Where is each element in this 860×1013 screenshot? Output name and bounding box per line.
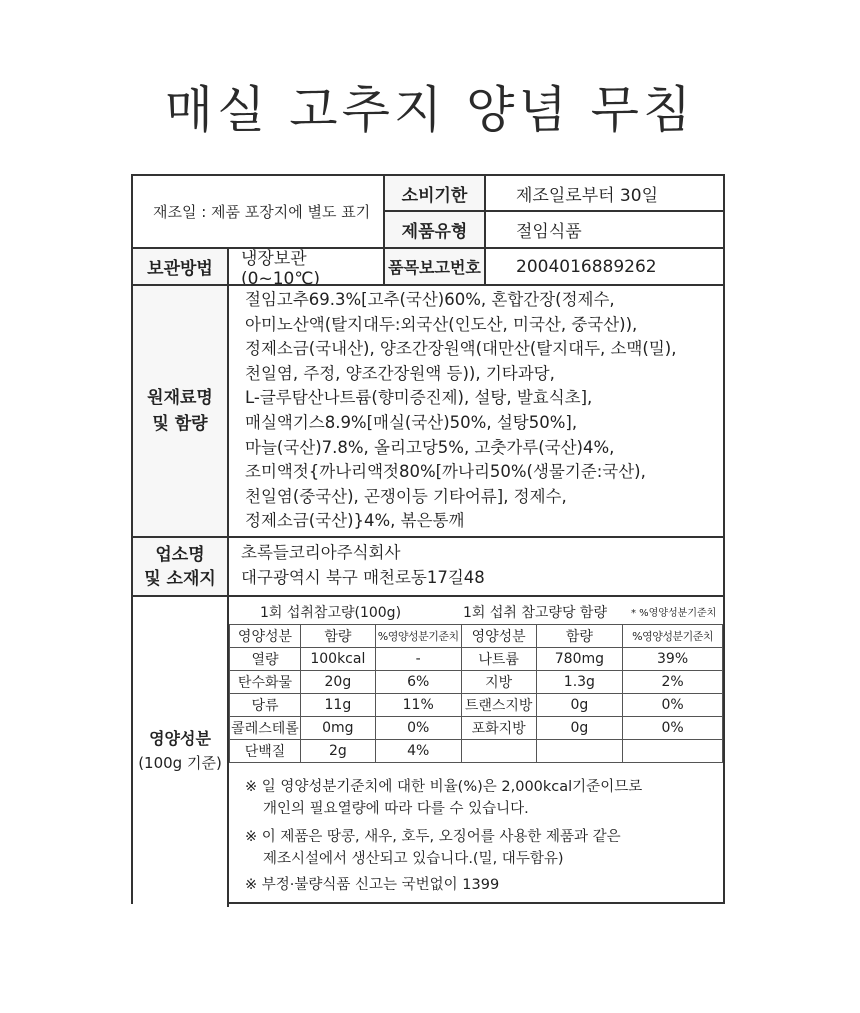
type-value (486, 212, 723, 247)
nutrient-name: 포화지방 (461, 717, 536, 740)
nutrition-header-line2: (100g 기준) (138, 753, 222, 772)
nutrient-amount: 100kcal (300, 648, 375, 671)
ingredients-line: 천일염, 주정, 양조간장원액 등)), 기타과당, (245, 363, 555, 383)
report-number-value-text: 2004016889262 (516, 256, 657, 277)
storage-value-text: 냉장보관 (0~10℃) (241, 249, 321, 289)
expiry-value (486, 176, 723, 210)
nutrient-dv: 0% (375, 717, 461, 740)
ingredients-line: 매실액기스8.9%[매실(국산)50%, 설탕50%], (245, 412, 578, 432)
expiry-value-text: 제조일로부터 30일 (516, 185, 658, 206)
note-line: ※ 부정·불량식품 신고는 국번없이 1399 (245, 877, 500, 893)
nutrient-amount: 20g (300, 671, 375, 694)
note-line: 제조시설에서 생산되고 있습니다.(밀, 대두함유) (263, 851, 564, 867)
note-line: 개인의 필요열량에 따라 다를 수 있습니다. (263, 801, 529, 817)
nutrient-name: 트랜스지방 (461, 694, 536, 717)
type-header (385, 212, 484, 247)
product-title: 매실 고추지 양념 무침 (164, 81, 696, 139)
maker-header (133, 538, 227, 595)
ingredients-line: 조미액젓{까나리액젓80%[까나리50%(생물기준:국산), (245, 462, 646, 482)
nutrient-amount: 2g (300, 740, 375, 763)
nutrient-amount: 0g (536, 694, 623, 717)
manufacture-date-text: 재조일 : 제품 포장지에 별도 표기 (153, 203, 371, 221)
nutrient-dv: 11% (375, 694, 461, 717)
report-number-header-label: 품목보고번호 (388, 258, 481, 277)
nutrient-dv: 0% (623, 694, 723, 717)
nutrition-header (133, 597, 227, 904)
ingredients-line: 아미노산액(탈지대두:외국산(인도산, 미국산, 중국산)), (245, 314, 638, 334)
nutrient-name: 열량 (230, 648, 301, 671)
serving-size-right: 1회 섭취 참고량당 함량 (463, 605, 607, 621)
maker-header-line1: 업소명 (155, 544, 205, 565)
col-header: %영양성분기준치 (623, 625, 723, 648)
nutrient-amount: 780mg (536, 648, 623, 671)
report-number-header (385, 249, 484, 284)
storage-value (229, 249, 383, 289)
col-header: 영양성분 (461, 625, 536, 648)
dv-footnote: * %영양성분기준치 (631, 608, 717, 619)
nutrition-header-line1: 영양성분 (149, 728, 211, 748)
nutrient-amount (536, 740, 623, 763)
nutrient-name: 탄수화물 (230, 671, 301, 694)
nutrient-dv: 39% (623, 648, 723, 671)
ingredients-line: 천일염(중국산), 곤쟁이등 기타어류], 정제수, (245, 486, 567, 506)
note-line: ※ 이 제품은 땅콩, 새우, 호두, 오징어를 사용한 제품과 같은 (245, 829, 621, 845)
col-header: 함량 (536, 625, 623, 648)
nutrition-row (230, 694, 723, 717)
nutrition-notes (245, 776, 642, 896)
manufacture-date-cell (133, 176, 383, 247)
ingredients-list (241, 286, 721, 534)
nutrient-name: 콜레스테롤 (230, 717, 301, 740)
type-value-text: 절임식품 (516, 222, 582, 242)
nutrient-name: 당류 (230, 694, 301, 717)
nutrition-header-row (230, 625, 723, 648)
nutrient-amount: 1.3g (536, 671, 623, 694)
product-label-table (131, 174, 725, 904)
ingredients-line: 절임고추69.3%[고추(국산)60%, 혼합간장(정제수, (245, 290, 615, 309)
maker-address: 대구광역시 북구 매천로동17길48 (241, 568, 485, 587)
nutrient-name (461, 740, 536, 763)
serving-size-left: 1회 섭취참고량(100g) (260, 605, 402, 621)
nutrient-dv: 6% (375, 671, 461, 694)
note-line: ※ 일 영양성분기준치에 대한 비율(%)은 2,000kcal기준이므로 (245, 779, 643, 795)
col-header: 영양성분 (230, 625, 301, 648)
col-header: 함량 (300, 625, 375, 648)
ingredients-header-line2: 및 함량 (152, 414, 208, 434)
nutrient-dv: 2% (623, 671, 723, 694)
expiry-header (385, 176, 484, 210)
nutrition-row (230, 648, 723, 671)
nutrient-dv (623, 740, 723, 763)
ingredients-header (133, 286, 227, 536)
ingredients-header-line1: 원재료명 (147, 388, 213, 408)
nutrition-row (230, 671, 723, 694)
nutrient-name: 단백질 (230, 740, 301, 763)
col-header: %영양성분기준치 (375, 625, 461, 648)
nutrient-name: 지방 (461, 671, 536, 694)
nutrition-table (229, 624, 723, 763)
nutrition-row (230, 717, 723, 740)
type-header-label: 제품유형 (401, 222, 468, 242)
nutrient-amount: 11g (300, 694, 375, 717)
ingredients-line: 마늘(국산)7.8%, 올리고당5%, 고춧가루(국산)4%, (245, 437, 615, 457)
nutrient-name: 나트륨 (461, 648, 536, 671)
expiry-header-label: 소비기한 (401, 185, 468, 206)
maker-header-line2: 및 소재지 (144, 568, 216, 589)
nutrient-dv: 4% (375, 740, 461, 763)
report-number-value (486, 249, 723, 284)
storage-header-label: 보관방법 (147, 259, 213, 279)
nutrient-dv: 0% (623, 717, 723, 740)
ingredients-line: 정제소금(국산)}4%, 볶은통깨 (245, 511, 465, 531)
maker-name: 초록들코리아주식회사 (241, 543, 401, 562)
storage-header (133, 249, 227, 284)
nutrient-amount: 0g (536, 717, 623, 740)
nutrition-row (230, 740, 723, 763)
ingredients-line: L-글루탐산나트륨(향미증진제), 설탕, 발효식초], (245, 388, 593, 408)
ingredients-line: 정제소금(국내산), 양조간장원액(대만산(탈지대두, 소맥(밀), (245, 339, 677, 359)
maker-info (241, 540, 485, 590)
nutrient-dv: - (375, 648, 461, 671)
nutrient-amount: 0mg (300, 717, 375, 740)
